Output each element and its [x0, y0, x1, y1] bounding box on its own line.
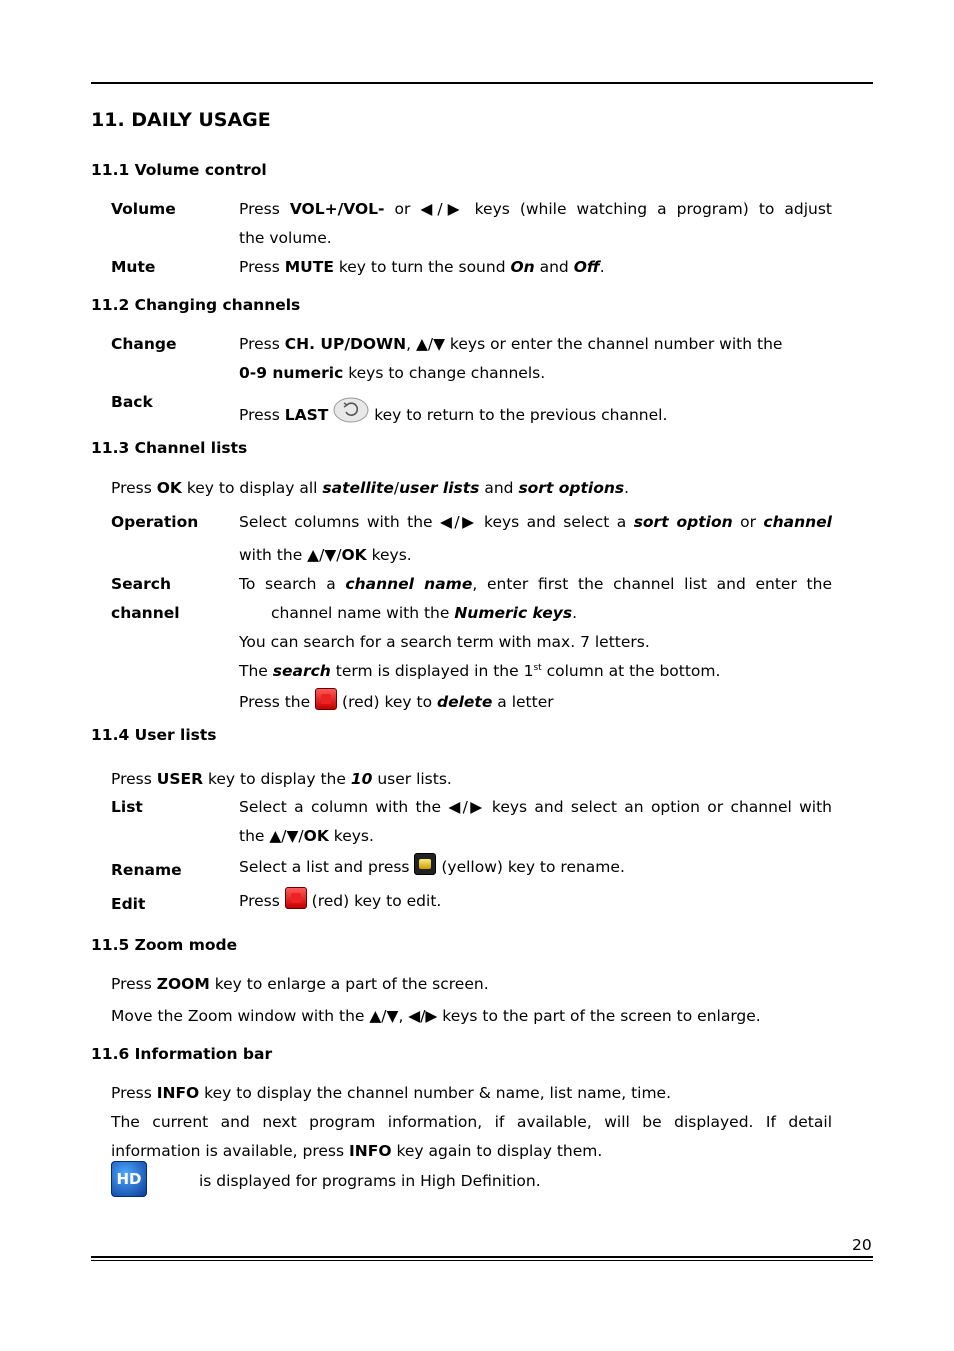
- term-back: Back: [111, 393, 153, 411]
- section-title: 11. DAILY USAGE: [91, 109, 271, 131]
- term-change: Change: [111, 335, 177, 353]
- footer-rule: [91, 1256, 873, 1258]
- term-mute: Mute: [111, 258, 156, 276]
- red-key-icon: [315, 688, 337, 710]
- change-desc-line2: 0-9 numeric keys to change channels.: [239, 364, 546, 382]
- info-line3: information is available, press INFO key again to display them.: [111, 1142, 603, 1160]
- heading-user-lists: 11.4 User lists: [91, 726, 217, 744]
- heading-volume-control: 11.1 Volume control: [91, 161, 267, 179]
- term-channel: channel: [111, 604, 180, 622]
- change-desc-line1: Press CH. UP/DOWN, ▲/▼ keys or enter the channel number with the: [239, 335, 783, 353]
- page-number: 20: [852, 1236, 872, 1254]
- list-desc-line1: Select a column with the ◀/▶ keys and select an option or channel with: [239, 798, 832, 816]
- mute-desc: Press MUTE key to turn the sound On and Off.: [239, 258, 605, 276]
- search-desc-line4: The search term is displayed in the 1st column at the bottom.: [239, 662, 721, 680]
- header-rule: [91, 82, 873, 84]
- hd-desc: is displayed for programs in High Definition.: [199, 1172, 541, 1190]
- term-volume: Volume: [111, 200, 176, 218]
- channel-lists-intro: Press OK key to display all satellite/user lists and sort options.: [111, 479, 630, 497]
- term-operation: Operation: [111, 513, 199, 531]
- operation-desc-line2: with the ▲/▼/OK keys.: [239, 546, 412, 564]
- rename-desc: Select a list and press (yellow) key to rename.: [239, 853, 625, 876]
- edit-desc: Press (red) key to edit.: [239, 887, 441, 910]
- red-key-icon: [285, 887, 307, 909]
- heading-information-bar: 11.6 Information bar: [91, 1045, 273, 1063]
- zoom-line2: Move the Zoom window with the ▲/▼, ◀/▶ keys to the part of the screen to enlarge.: [111, 1007, 761, 1025]
- yellow-key-icon: [414, 853, 436, 875]
- heading-changing-channels: 11.2 Changing channels: [91, 296, 301, 314]
- zoom-line1: Press ZOOM key to enlarge a part of the screen.: [111, 975, 489, 993]
- term-rename: Rename: [111, 861, 182, 879]
- info-line1: Press INFO key to display the channel number & name, list name, time.: [111, 1084, 672, 1102]
- info-line2: The current and next program information, if available, will be displayed. If detail: [111, 1113, 832, 1131]
- volume-desc-line2: the volume.: [239, 229, 332, 247]
- search-desc-line5: Press the (red) key to delete a letter: [239, 688, 554, 711]
- user-lists-intro: Press USER key to display the 10 user lists.: [111, 770, 452, 788]
- heading-zoom-mode: 11.5 Zoom mode: [91, 936, 238, 954]
- search-desc-line2: channel name with the Numeric keys.: [271, 604, 578, 622]
- search-desc-line1: To search a channel name, enter first the channel list and enter the: [239, 575, 832, 593]
- list-desc-line2: the ▲/▼/OK keys.: [239, 827, 374, 845]
- heading-channel-lists: 11.3 Channel lists: [91, 439, 248, 457]
- term-edit: Edit: [111, 895, 146, 913]
- footer-rule-thin: [91, 1260, 873, 1261]
- term-search: Search: [111, 575, 172, 593]
- volume-desc-line1: Press VOL+/VOL- or ◀/▶ keys (while watching a program) to adjust: [239, 200, 832, 218]
- hd-icon: HD: [111, 1161, 147, 1197]
- operation-desc-line1: Select columns with the ◀/▶ keys and select a sort option or channel: [239, 513, 832, 531]
- search-desc-line3: You can search for a search term with max. 7 letters.: [239, 633, 650, 651]
- last-key-icon: [333, 396, 369, 428]
- back-desc: Press LAST key to return to the previous channel.: [239, 396, 667, 428]
- term-list: List: [111, 798, 143, 816]
